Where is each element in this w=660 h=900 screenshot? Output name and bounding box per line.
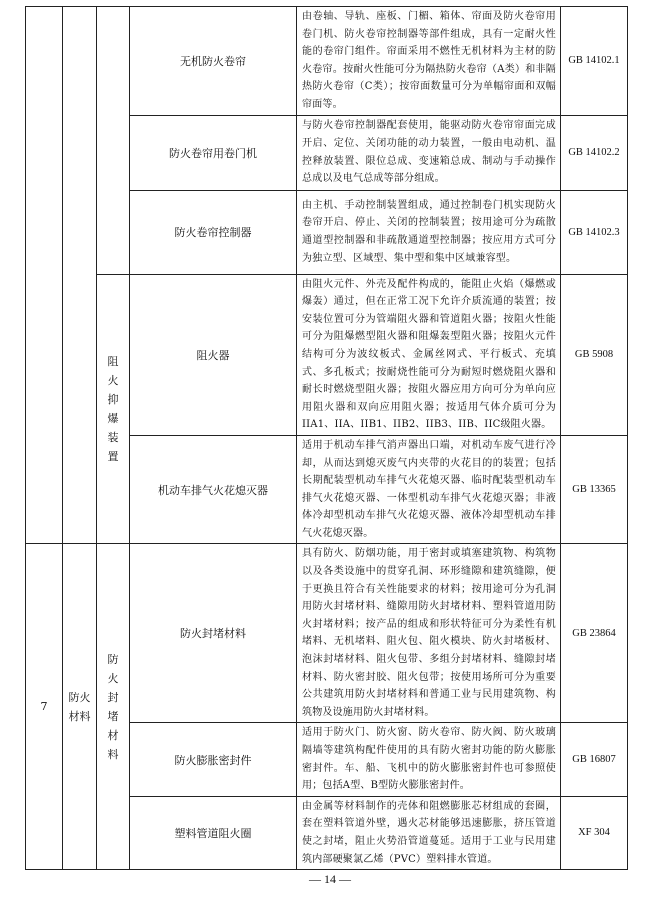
standard-number: GB 14102.1 bbox=[561, 7, 628, 116]
product-name: 塑料管道阻火圈 bbox=[130, 796, 297, 869]
page-number: — 14 — bbox=[309, 872, 351, 886]
product-description: 由阻火元件、外壳及配件构成的，能阻止火焰（爆燃或爆轰）通过，但在正常工况下允许介质流通的装置；按安装位置可分为管端阻火器和管道阻火器；按阻火性能可分为阻爆燃型阻火器和阻爆轰型阻火器；按阻火元件结构可分为波纹板式、金属丝网式、平行板式、充填式、多孔板式；按耐烧性能可分为耐短时燃烧阻火器和耐长时燃烧型阻火器；按阻火器应用方向可分为单向应用阻火器和双向应用阻火器；按适用气体介质可分为IIA1、IIA、IIB1、IIB2、IIB3、IIB、IIC级阻火器。 bbox=[297, 274, 561, 435]
standard-number: GB 5908 bbox=[561, 274, 628, 435]
standard-number: XF 304 bbox=[561, 796, 628, 869]
table-row bbox=[26, 544, 628, 723]
standard-number: GB 23864 bbox=[561, 544, 628, 723]
product-description: 具有防火、防烟功能，用于密封或填塞建筑物、构筑物以及各类设施中的贯穿孔洞、环形缝隙和建筑缝隙，便于更换且符合有关性能要求的材料；按用途可分为孔洞用防火封堵材料、缝隙用防火封堵材料、塑料管道用防火封堵材料；按产品的组成和形状特征可分为柔性有机堵料、无机堵料、阻火包、阻火模块、防火封堵板材、泡沫封堵材料、阻火包带、多组分封堵材料、缝隙封堵材料、防火密封胶、阻火包带；按使用场所可分为重要公共建筑用防火封堵材料和普通工业与民用建筑物、构筑物及设施用防火封堵材料。 bbox=[297, 544, 561, 723]
standard-number: GB 13365 bbox=[561, 435, 628, 544]
product-description: 由主机、手动控制装置组成，通过控制卷门机实现防火卷帘开启、停止、关闭的控制装置；按用途可分为疏散通道型控制器和非疏散通道型控制器；按应用方式可分为独立型、区域型、集中型和集中区域兼容型。 bbox=[297, 190, 561, 274]
table-row bbox=[26, 7, 628, 116]
standard-number: GB 16807 bbox=[561, 723, 628, 796]
item-number-cell bbox=[26, 7, 63, 544]
product-name: 阻火器 bbox=[130, 274, 297, 435]
standard-number: GB 14102.2 bbox=[561, 115, 628, 190]
product-description: 适用于防火门、防火窗、防火卷帘、防火阀、防火玻璃隔墙等建筑构配件使用的具有防火密封功能的防火膨胀密封件。车、船、飞机中的防火膨胀密封件也可参照使用；包括A型、B型防火膨胀密封件。 bbox=[297, 723, 561, 796]
subcategory-cell: 阻火抑爆装置 bbox=[97, 274, 130, 544]
product-name: 防火封堵材料 bbox=[130, 544, 297, 723]
category-cell: 防火材料 bbox=[63, 544, 97, 870]
product-name: 防火卷帘用卷门机 bbox=[130, 115, 297, 190]
product-name: 防火膨胀密封件 bbox=[130, 723, 297, 796]
product-name: 机动车排气火花熄灭器 bbox=[130, 435, 297, 544]
standards-table bbox=[25, 6, 628, 870]
table-row bbox=[26, 274, 628, 435]
product-name: 防火卷帘控制器 bbox=[130, 190, 297, 274]
product-description: 由卷轴、导轨、座板、门楣、箱体、帘面及防火卷帘用卷门机、防火卷帘控制器等部件组成，具有一定耐火性能的卷帘门组件。帘面采用不燃性无机材料为主材的防火卷帘。按耐火性能可分为隔热防火卷帘（A类）和非隔热防火卷帘（C类）；按帘面数量可分为单幅帘面和双幅帘面等。 bbox=[297, 7, 561, 116]
product-description: 适用于机动车排气消声器出口端，对机动车废气进行冷却，从而达到熄灭废气内夹带的火花目的的装置；包括长期配装型机动车排气火花熄灭器、临时配装型机动车排气火花熄灭器、一体型机动车排气火花熄灭器；非液体冷却型机动车排气火花熄灭器、液体冷却型机动车排气火花熄灭器。 bbox=[297, 435, 561, 544]
subcategory-cell bbox=[97, 7, 130, 275]
category-cell bbox=[63, 7, 97, 544]
item-number-cell: 7 bbox=[26, 544, 63, 870]
product-description: 由金属等材料制作的壳体和阻燃膨胀芯材组成的套圈，套在塑料管道外壁，遇火芯材能够迅速膨胀，挤压管道使之封堵，阻止火势沿管道蔓延。适用于工业与民用建筑内部硬聚氯乙烯（PVC）塑料排水管道。 bbox=[297, 796, 561, 869]
product-name: 无机防火卷帘 bbox=[130, 7, 297, 116]
standard-number: GB 14102.3 bbox=[561, 190, 628, 274]
product-description: 与防火卷帘控制器配套使用，能驱动防火卷帘帘面完成开启、定位、关闭功能的动力装置，一般由电动机、温控释放装置、限位总成、变速箱总成、制动与手动操作总成以及电气总成等部分组成。 bbox=[297, 115, 561, 190]
subcategory-cell: 防火封堵材料 bbox=[97, 544, 130, 870]
